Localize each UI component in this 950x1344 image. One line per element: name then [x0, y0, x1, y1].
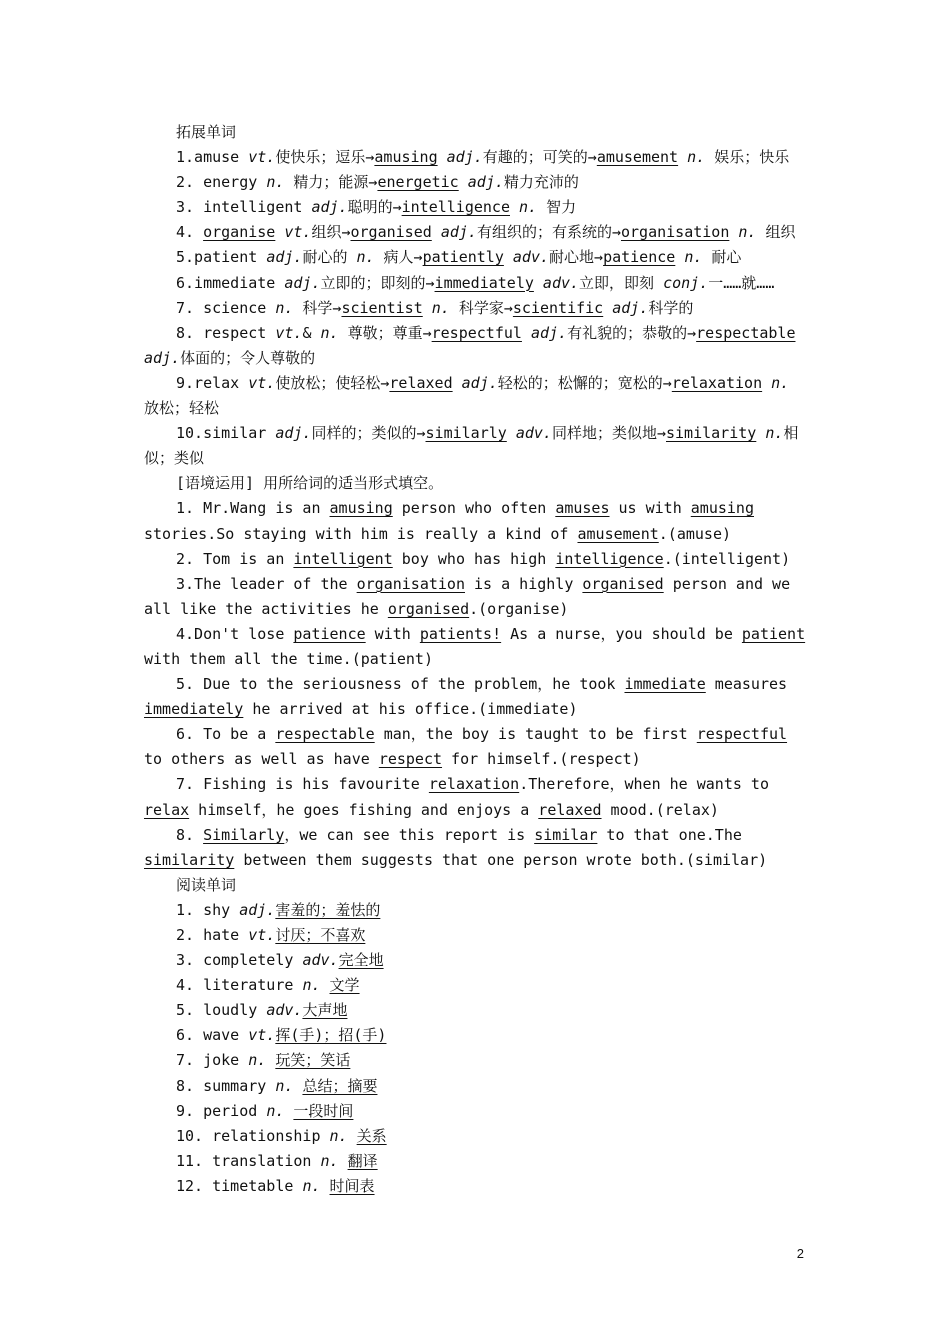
answer-blank: 关系: [356, 1126, 387, 1145]
text-run: ，we can see this report is: [284, 825, 535, 844]
text-run: 6. To be a: [176, 725, 276, 744]
answer-blank: patients!: [419, 624, 502, 643]
part-of-speech: n.: [302, 976, 321, 995]
text-run: 耐心: [702, 248, 742, 267]
part-of-speech: vt.: [248, 926, 276, 944]
text-run: 1.amuse: [176, 148, 249, 167]
text-run: 4.: [176, 223, 204, 242]
expand-word-item: [144, 421, 808, 471]
text-run: 同样的；类似的→: [311, 424, 426, 443]
answer-blank: 时间表: [329, 1176, 375, 1195]
part-of-speech: n.: [275, 298, 294, 317]
text-run: [459, 173, 468, 191]
text-run: [762, 374, 771, 392]
text-run: 7. science: [176, 298, 276, 317]
answer-blank: amusing: [329, 499, 393, 518]
text-run: [321, 976, 330, 994]
answer-blank: 讨厌；不喜欢: [275, 926, 366, 944]
part-of-speech: adv.: [266, 1001, 303, 1020]
expand-word-item: [144, 371, 808, 421]
context-exercise-item: [144, 722, 808, 772]
text-run: .(organise): [469, 599, 569, 618]
text-run: 轻松的；松懈的；宽松的→: [497, 373, 672, 392]
text-run: &: [302, 323, 321, 342]
text-run: is a highly: [465, 574, 583, 593]
text-run: 4.Don't lose: [176, 624, 294, 643]
context-exercise-item: [144, 772, 808, 822]
part-of-speech: n.: [302, 1176, 321, 1195]
part-of-speech: n.: [519, 198, 538, 217]
text-run: 5.patient: [176, 248, 267, 267]
answer-blank: relaxed: [538, 800, 602, 819]
text-run: 3. intelligent: [176, 198, 312, 217]
answer-blank: 玩笑；笑话: [275, 1051, 351, 1070]
answer-blank: organise: [203, 223, 276, 242]
page-content: [144, 120, 808, 1199]
expand-word-list: [144, 145, 808, 471]
text-run: 11. translation: [176, 1151, 321, 1170]
answer-blank: immediately: [144, 700, 244, 719]
answer-blank: similarity: [666, 424, 757, 443]
text-run: 使放松；使轻松→: [275, 373, 390, 392]
answer-blank: organised: [582, 574, 664, 593]
part-of-speech: vt.: [284, 223, 312, 242]
text-run: us with: [609, 499, 691, 518]
text-run: person and we all like the activities he: [144, 574, 791, 618]
text-run: 放松；轻松: [144, 399, 220, 418]
answer-blank: energetic: [377, 173, 459, 192]
answer-blank: relaxed: [389, 373, 453, 392]
text-run: 体面的；令人尊敬的: [180, 348, 316, 367]
answer-blank: 害羞的；羞怯的: [275, 900, 381, 919]
answer-blank: amusement: [596, 148, 679, 167]
text-run: 10. relationship: [176, 1126, 330, 1145]
answer-blank: 大声地: [302, 1001, 348, 1020]
text-run: himself，he goes fishing and enjoys a: [189, 800, 539, 819]
expand-word-item: [144, 296, 808, 321]
part-of-speech: n.: [266, 173, 285, 192]
text-run: [510, 198, 519, 216]
text-run: [453, 374, 462, 392]
part-of-speech: n.: [275, 1076, 294, 1095]
text-run: 耐心地→: [549, 248, 604, 267]
text-run: 精力充沛的: [503, 173, 579, 192]
answer-blank: immediate: [624, 675, 706, 694]
text-run: 2. energy: [176, 173, 267, 192]
answer-blank: intelligence: [555, 549, 664, 568]
answer-blank: patient: [741, 624, 806, 643]
text-run: [432, 223, 441, 241]
part-of-speech: adj.: [467, 173, 504, 192]
part-of-speech: adj.: [311, 198, 348, 217]
part-of-speech: adj.: [530, 323, 568, 342]
expand-word-item: [144, 245, 808, 270]
answer-blank: 挥(手)；招(手): [275, 1026, 387, 1045]
text-run: mood.(relax): [601, 800, 719, 819]
text-run: 耐心的: [302, 248, 357, 267]
text-run: [语境运用] 用所给词的适当形式填空。: [176, 474, 444, 493]
answer-blank: respectful: [696, 725, 788, 744]
text-run: 组织: [756, 223, 796, 242]
text-run: measures: [705, 675, 788, 694]
text-run: As a nurse，you should be: [501, 624, 742, 643]
text-run: 有礼貌的；恭敬的→: [567, 323, 697, 342]
reading-word-item: [144, 1124, 808, 1149]
part-of-speech: n.: [320, 1151, 339, 1170]
text-run: 娱乐；快乐: [705, 148, 790, 167]
text-run: between them suggests that one person wrote both.(similar): [234, 850, 768, 869]
text-run: man，the boy is taught to be first: [374, 725, 697, 744]
part-of-speech: vt.: [248, 148, 276, 167]
part-of-speech: vt.: [248, 373, 276, 392]
reading-word-item: [144, 948, 808, 973]
context-exercise-item: [144, 471, 808, 496]
text-run: [504, 248, 513, 266]
text-run: 7. Fishing is his favourite: [176, 775, 429, 794]
text-run: 3. completely: [176, 951, 303, 970]
text-run: 立即，即刻: [579, 273, 664, 292]
expand-word-item: [144, 220, 808, 245]
part-of-speech: conj.: [663, 273, 709, 292]
answer-blank: patience: [293, 624, 366, 643]
text-run: [756, 424, 765, 442]
text-run: 精力；能源→: [284, 173, 378, 192]
part-of-speech: adv.: [512, 248, 550, 267]
text-run: person who often: [392, 499, 556, 518]
part-of-speech: adj.: [144, 348, 181, 367]
answer-blank: 文学: [329, 976, 360, 995]
part-of-speech: vt.: [275, 323, 303, 342]
part-of-speech: adj.: [266, 248, 303, 267]
part-of-speech: n.: [248, 1051, 267, 1070]
expand-word-item: [144, 271, 808, 296]
text-run: [423, 299, 432, 317]
answer-blank: intelligence: [401, 198, 510, 217]
text-run: 6.immediate: [176, 273, 285, 292]
text-run: 10.similar: [176, 424, 276, 443]
text-run: [438, 148, 447, 166]
text-run: boy who has high: [392, 549, 556, 568]
text-run: 科学家→: [449, 298, 513, 317]
text-run: 尊敬；尊重→: [338, 323, 432, 342]
text-run: 相似；类似: [144, 424, 799, 468]
part-of-speech: adv.: [542, 273, 580, 292]
answer-blank: relaxation: [428, 775, 520, 794]
answer-blank: 一段时间: [293, 1101, 354, 1120]
text-run: [266, 1051, 275, 1069]
part-of-speech: adj.: [446, 148, 483, 167]
text-run: 立即的；即刻的→: [320, 273, 435, 292]
part-of-speech: n.: [771, 373, 790, 392]
answer-blank: 总结；摘要: [302, 1076, 378, 1095]
context-exercise-item: [144, 823, 808, 873]
text-run: 同样地；类似地→: [551, 424, 666, 443]
text-run: 12. timetable: [176, 1176, 303, 1195]
reading-word-item: [144, 923, 808, 948]
context-exercise-item: [144, 622, 808, 672]
text-run: 一……就……: [708, 273, 775, 292]
text-run: 病人→: [374, 248, 423, 267]
expand-word-item: [144, 321, 808, 371]
answer-blank: 完全地: [338, 951, 384, 970]
reading-word-item: [144, 1174, 808, 1199]
answer-blank: relax: [144, 800, 190, 819]
text-run: [339, 1152, 348, 1170]
text-run: [321, 1177, 330, 1195]
text-run: 1. Mr.Wang is an: [176, 499, 330, 518]
text-run: [522, 324, 531, 342]
section-heading-reading: 阅读单词: [176, 875, 237, 894]
text-run: 1. shy: [176, 900, 240, 919]
reading-word-item: [144, 998, 808, 1023]
text-run: stories.So staying with him is really a kind of: [144, 524, 578, 543]
text-run: .(intelligent): [663, 549, 791, 568]
text-run: [603, 299, 612, 317]
answer-blank: similarity: [144, 850, 235, 869]
answer-blank: organisation: [620, 223, 730, 242]
text-run: [507, 424, 516, 442]
part-of-speech: n.: [687, 148, 706, 167]
answer-blank: amusing: [374, 148, 438, 167]
context-exercise-item: [144, 572, 808, 622]
text-run: to others as well as have: [144, 750, 379, 769]
answer-blank: scientific: [512, 298, 604, 317]
text-run: [675, 248, 684, 266]
text-run: 8.: [176, 825, 204, 844]
text-run: .: [658, 524, 668, 543]
part-of-speech: n.: [266, 1101, 285, 1120]
text-run: 科学的: [648, 298, 694, 317]
answer-blank: scientist: [341, 298, 423, 317]
part-of-speech: adj.: [275, 424, 312, 443]
answer-blank: respectable: [696, 323, 796, 342]
part-of-speech: vt.: [248, 1026, 276, 1045]
context-exercise-item: [144, 672, 808, 722]
reading-word-item: [144, 1074, 808, 1099]
context-exercise-list: [144, 471, 808, 873]
answer-blank: similarly: [425, 424, 507, 443]
expand-word-item: [144, 145, 808, 170]
text-run: 科学→: [293, 298, 342, 317]
text-run: 组织→: [311, 223, 351, 242]
text-run: 4. literature: [176, 976, 303, 995]
reading-word-item: [144, 898, 808, 923]
text-run: 8. summary: [176, 1076, 276, 1095]
text-run: (amuse): [667, 524, 732, 543]
answer-blank: organised: [387, 599, 470, 618]
text-run: .Therefore，when he wants to: [519, 775, 769, 794]
part-of-speech: adj.: [239, 900, 276, 919]
part-of-speech: n.: [684, 248, 703, 267]
text-run: 2. Tom is an: [176, 549, 294, 568]
page-number: 2: [796, 1246, 804, 1261]
section-heading-expand: 拓展单词: [176, 123, 237, 141]
answer-blank: similar: [534, 825, 598, 844]
text-run: [348, 1127, 357, 1145]
answer-blank: amusement: [577, 524, 659, 543]
text-run: 5. loudly: [176, 1001, 267, 1020]
part-of-speech: adv.: [515, 424, 552, 443]
text-run: 5. Due to the seriousness of the problem，he took: [176, 675, 625, 694]
text-run: [678, 148, 687, 166]
part-of-speech: n.: [431, 298, 450, 317]
expand-word-item: [144, 170, 808, 195]
text-run: for himself.(respect): [442, 750, 641, 769]
answer-blank: intelligent: [293, 549, 393, 568]
part-of-speech: n.: [356, 248, 375, 267]
text-run: he arrived at his office.(immediate): [243, 700, 578, 719]
part-of-speech: adj.: [440, 223, 477, 242]
reading-word-item: [144, 1099, 808, 1124]
answer-blank: patiently: [422, 248, 504, 267]
text-run: 9. period: [176, 1101, 267, 1120]
text-run: 9.relax: [176, 373, 249, 392]
context-exercise-item: [144, 547, 808, 572]
text-run: 聪明的→: [347, 198, 402, 217]
answer-blank: amusing: [690, 499, 754, 518]
text-run: 3.The leader of the: [176, 574, 357, 593]
reading-word-item: [144, 1048, 808, 1073]
text-run: 2. hate: [176, 926, 249, 944]
reading-word-item: [144, 1023, 808, 1048]
text-run: with: [365, 624, 420, 643]
text-run: with them all the time.(patient): [144, 649, 433, 668]
part-of-speech: n.: [320, 323, 339, 342]
part-of-speech: adv.: [302, 951, 339, 970]
expand-word-item: [144, 195, 808, 220]
answer-blank: relaxation: [671, 373, 763, 392]
answer-blank: 翻译: [347, 1151, 378, 1170]
text-run: 7. joke: [176, 1051, 249, 1070]
answer-blank: organised: [350, 223, 432, 242]
answer-blank: respectable: [275, 725, 375, 744]
part-of-speech: adj.: [612, 298, 649, 317]
text-run: 使快乐；逗乐→: [275, 148, 375, 167]
text-run: 6. wave: [176, 1026, 249, 1045]
text-run: 8. respect: [176, 323, 276, 342]
part-of-speech: n.: [738, 223, 757, 242]
answer-blank: respect: [378, 750, 443, 769]
part-of-speech: n.: [765, 424, 784, 443]
answer-blank: amuses: [555, 499, 610, 518]
part-of-speech: n.: [329, 1126, 348, 1145]
text-run: 智力: [537, 198, 577, 217]
part-of-speech: adj.: [284, 273, 321, 292]
answer-blank: Similarly: [203, 825, 285, 844]
text-run: [534, 274, 543, 292]
text-run: to that one.The: [597, 825, 742, 844]
answer-blank: respectful: [431, 323, 522, 342]
answer-blank: patience: [603, 248, 676, 267]
reading-word-list: [144, 898, 808, 1199]
reading-word-item: [144, 1149, 808, 1174]
answer-blank: organisation: [356, 574, 465, 593]
text-run: 有组织的；有系统的→: [476, 223, 621, 242]
text-run: 有趣的；可笑的→: [482, 148, 597, 167]
answer-blank: immediately: [434, 273, 534, 292]
context-exercise-item: [144, 496, 808, 546]
part-of-speech: adj.: [461, 373, 498, 392]
reading-word-item: [144, 973, 808, 998]
